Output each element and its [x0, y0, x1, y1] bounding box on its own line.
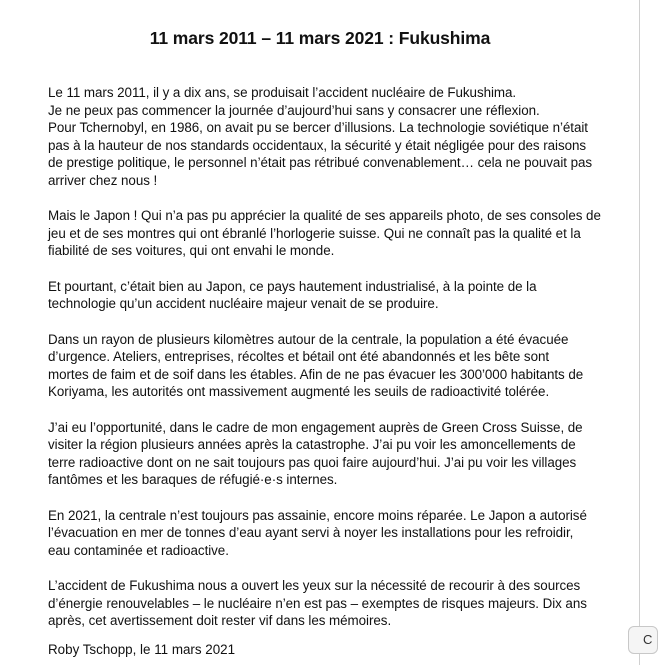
paragraph-line: d’urgence. Ateliers, entreprises, récoltes et bétail ont été abandonnés et les bête sont	[48, 349, 550, 364]
paragraph-line: En 2021, la centrale n’est toujours pas assainie, encore moins réparée. Le Japon a autorisé	[48, 507, 587, 523]
paragraph	[48, 331, 593, 401]
paragraph-line: mortes de faim et de soif dans les étables. Afin de ne pas évacuer les 300’000 habitants de	[48, 366, 584, 382]
paragraph	[48, 507, 593, 560]
paragraph-line: arriver chez nous !	[48, 172, 158, 188]
paragraph-line: Je ne peux pas commencer la journée d’aujourd’hui sans y consacrer une réflexion.	[48, 102, 540, 118]
paragraph-line: eau contaminée et radioactive.	[48, 542, 229, 558]
paragraph-line: Le 11 mars 2011, il y a dix ans, se produisait l’accident nucléaire de Fukushima.	[48, 85, 517, 100]
paragraph-line: Mais le Japon ! Qui n’a pas pu apprécier la qualité de ses appareils photo, de ses consoles de	[48, 208, 601, 223]
partial-edge-button[interactable]: C	[628, 626, 658, 654]
paragraph-line: fiabilité de ses voitures, qui ont envahi le monde.	[48, 243, 335, 258]
paragraph-line: terre radioactive dont on ne sait toujours pas quoi faire aujourd’hui. J’ai pu voir les villages	[48, 454, 577, 470]
document-title: 11 mars 2011 – 11 mars 2021 : Fukushima	[149, 28, 491, 48]
signature: Roby Tschopp, le 11 mars 2021	[48, 642, 236, 657]
paragraph-line: visiter la région plusieurs années après la catastrophe. J’ai pu voir les amoncellements de	[48, 437, 576, 452]
document-body	[48, 84, 601, 648]
paragraph-line: l’évacuation en mer de tonnes d’eau ayant servi à noyer les installations pour les refroidir,	[48, 525, 574, 540]
paragraph-line: jeu et de ses montres qui ont ébranlé l’horlogerie suisse. Qui ne connaît pas la qualité et la	[48, 225, 581, 241]
paragraph-line: technologie qu’un accident nucléaire majeur venait de se produire.	[48, 296, 439, 311]
paragraph	[48, 207, 601, 260]
paragraph-line: de prestige politique, le personnel n’était pas rétribué convenablement… cela ne pouvait pas	[48, 155, 593, 170]
paragraph-line: pas à la hauteur de nos standards occidentaux, la sécurité y était négligée pour des raisons	[48, 137, 587, 153]
paragraph-line: Pour Tchernobyl, en 1986, on avait pu se bercer d’illusions. La technologie soviétique n’était	[48, 120, 588, 135]
paragraph-line: fantômes et les baraques de réfugié·e·s internes.	[48, 472, 338, 487]
paragraph-line: Dans un rayon de plusieurs kilomètres autour de la centrale, la population a été évacuée	[48, 331, 569, 347]
paragraph-line: Et pourtant, c’était bien au Japon, ce pays hautement industrialisé, à la pointe de la	[48, 278, 537, 294]
paragraph	[48, 577, 593, 630]
paragraph-line: L’accident de Fukushima nous a ouvert les yeux sur la nécessité de recourir à des sources	[48, 578, 581, 593]
paragraph	[48, 84, 593, 189]
paragraph-line: Koriyama, les autorités ont massivement augmenté les seuils de radioactivité tolérée.	[48, 384, 550, 399]
paragraph-line: d’énergie renouvelables – le nucléaire n’en est pas – exemptes de risques majeurs. Dix ans	[48, 595, 587, 611]
paragraph	[48, 278, 593, 313]
paragraph	[48, 419, 593, 489]
paragraph-line: J’ai eu l’opportunité, dans le cadre de mon engagement auprès de Green Cross Suisse, de	[48, 419, 583, 435]
paragraph-line: après, cet avertissement doit rester vif dans les mémoires.	[48, 613, 392, 628]
